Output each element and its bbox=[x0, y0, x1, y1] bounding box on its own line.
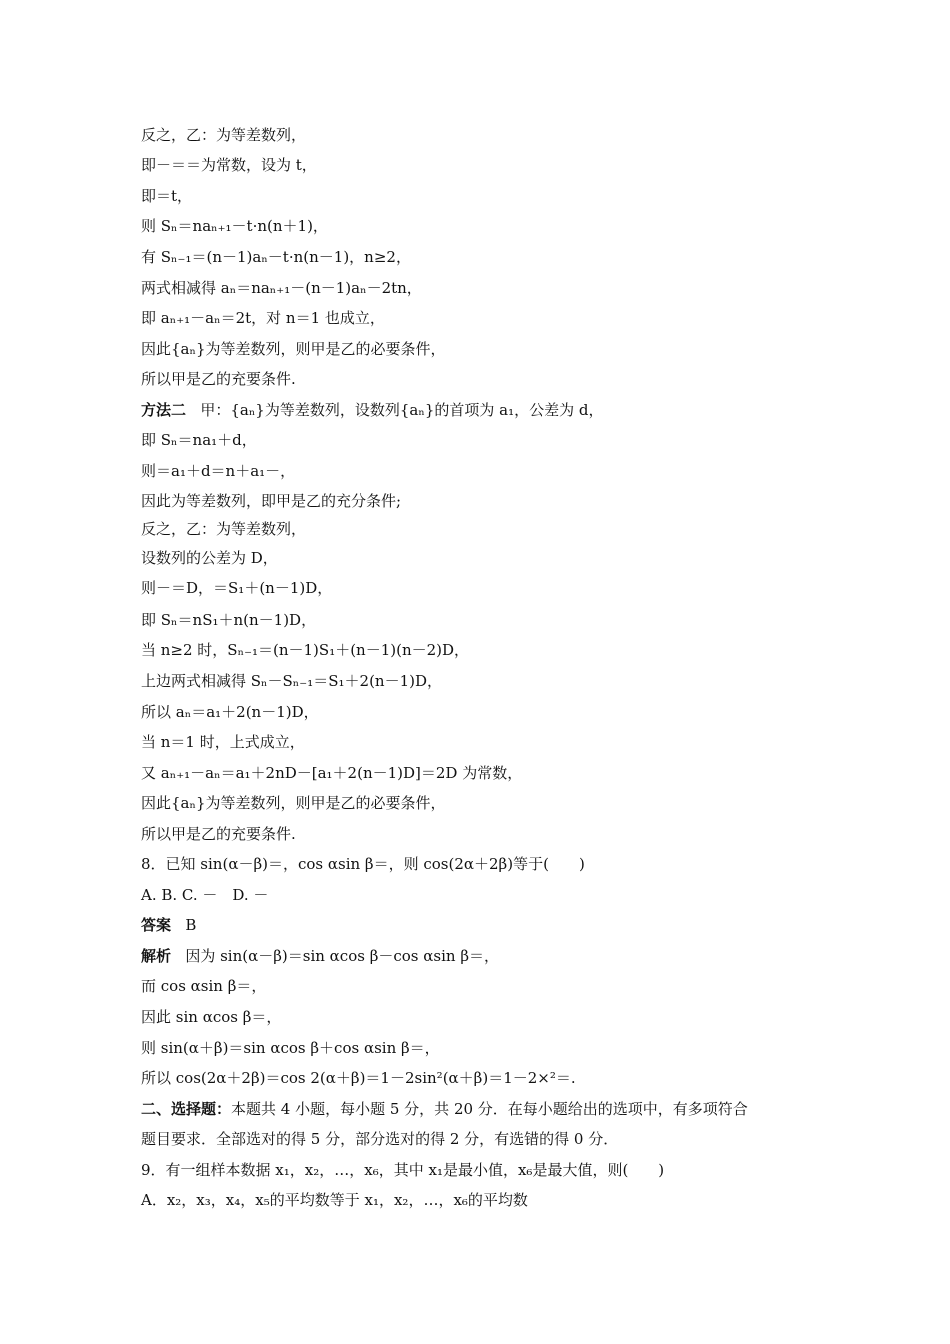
analysis-line bbox=[141, 946, 499, 966]
text-line: 又 aₙ₊₁－aₙ＝a₁＋2nD－[a₁＋2(n－1)D]＝2D 为常数， bbox=[141, 764, 523, 782]
question-8: 8．已知 sin(α－β)＝，cos αsin β＝，则 cos(2α＋2β)等于( ) bbox=[141, 855, 585, 873]
text-line: 即 aₙ₊₁－aₙ＝2t，对 n＝1 也成立， bbox=[141, 309, 385, 327]
question-9: 9．有一组样本数据 x₁，x₂，…，x₆，其中 x₁是最小值，x₆是最大值，则( ) bbox=[141, 1161, 665, 1179]
text-line: 则＝a₁＋d＝n＋a₁－， bbox=[141, 462, 296, 480]
text-line: 两式相减得 aₙ＝naₙ₊₁－(n－1)aₙ－2tn， bbox=[141, 279, 422, 297]
text-line: 即 Sₙ＝nS₁＋n(n－1)D， bbox=[141, 611, 317, 629]
text-line: 题目要求．全部选对的得 5 分，部分选对的得 2 分，有选错的得 0 分． bbox=[141, 1130, 619, 1148]
text-line-content: 因为 sin(α－β)＝sin αcos β－cos αsin β＝， bbox=[185, 947, 500, 965]
text-line: 因此 sin αcos β＝， bbox=[141, 1008, 282, 1026]
section-two-label: 二、选择题： bbox=[141, 1100, 232, 1118]
text-line-content: 本题共 4 小题，每小题 5 分，共 20 分．在每小题给出的选项中，有多项符合 bbox=[231, 1100, 748, 1118]
method-two-label: 方法二 bbox=[141, 401, 187, 419]
question-9-option-a: A．x₂，x₃，x₄，x₅的平均数等于 x₁，x₂，…，x₆的平均数 bbox=[141, 1191, 528, 1209]
question-8-options: A. B. C. － D. － bbox=[141, 886, 269, 904]
answer-label: 答案 bbox=[141, 916, 172, 934]
text-line: 当 n＝1 时，上式成立， bbox=[141, 733, 305, 751]
text-line: 所以甲是乙的充要条件. bbox=[141, 825, 296, 843]
text-line: 反之，乙：为等差数列， bbox=[141, 126, 307, 144]
text-line: 而 cos αsin β＝， bbox=[141, 977, 267, 995]
text-line: 所以 cos(2α＋2β)＝cos 2(α＋β)＝1－2sin²(α＋β)＝1－2×²＝. bbox=[141, 1069, 576, 1087]
text-line: 即＝t， bbox=[141, 187, 193, 205]
analysis-label: 解析 bbox=[141, 947, 172, 965]
text-line: 因此{aₙ}为等差数列，则甲是乙的必要条件， bbox=[141, 794, 446, 812]
text-line: 有 Sₙ₋₁＝(n－1)aₙ－t·n(n－1)，n≥2， bbox=[141, 248, 411, 266]
text-line: 反之，乙：为等差数列， bbox=[141, 520, 307, 538]
text-line: 上边两式相减得 Sₙ－Sₙ₋₁＝S₁＋2(n－1)D， bbox=[141, 672, 442, 690]
text-line: 则 Sₙ＝naₙ₊₁－t·n(n＋1)， bbox=[141, 217, 328, 235]
section-two-line bbox=[141, 1099, 748, 1119]
text-line: 即 Sₙ＝na₁＋d， bbox=[141, 431, 257, 449]
text-line bbox=[141, 400, 603, 420]
text-line: 即－＝＝为常数，设为 t， bbox=[141, 156, 317, 174]
text-line-content: 甲：{aₙ}为等差数列，设数列{aₙ}的首项为 a₁，公差为 d， bbox=[200, 401, 604, 419]
text-line: 所以 aₙ＝a₁＋2(n－1)D， bbox=[141, 703, 319, 721]
text-line: 所以甲是乙的充要条件. bbox=[141, 370, 296, 388]
answer-line bbox=[141, 915, 196, 935]
text-line: 当 n≥2 时，Sₙ₋₁＝(n－1)S₁＋(n－1)(n－2)D， bbox=[141, 641, 470, 659]
text-line: 则 sin(α＋β)＝sin αcos β＋cos αsin β＝， bbox=[141, 1039, 440, 1057]
text-line: 因此为等差数列，即甲是乙的充分条件; bbox=[141, 492, 402, 510]
text-line: 设数列的公差为 D， bbox=[141, 549, 278, 567]
text-line: 则－＝D，＝S₁＋(n－1)D， bbox=[141, 579, 333, 597]
answer-value: B bbox=[185, 916, 197, 934]
text-line: 因此{aₙ}为等差数列，则甲是乙的必要条件， bbox=[141, 340, 446, 358]
